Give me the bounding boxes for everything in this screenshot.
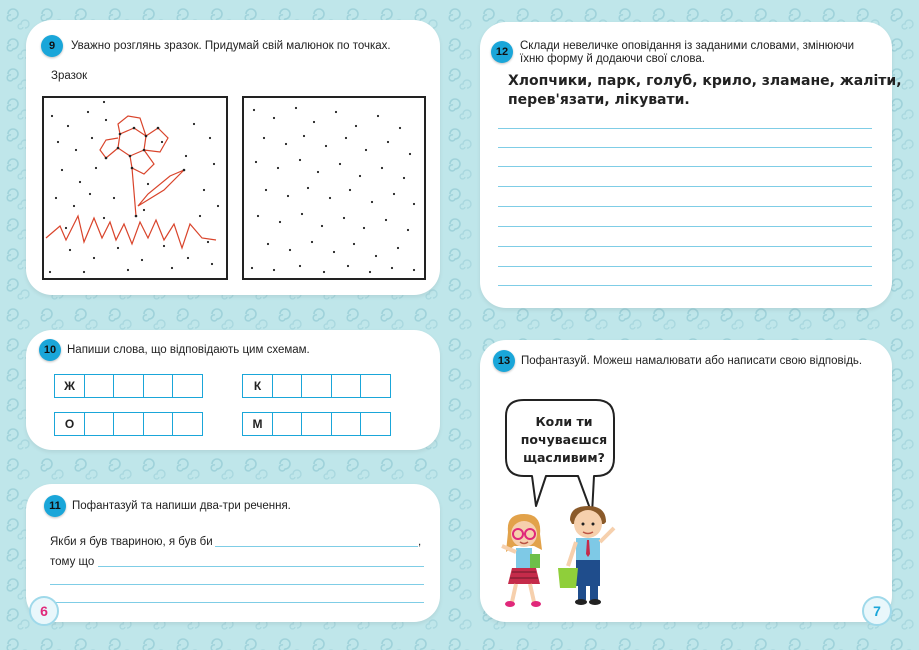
scheme-cell-empty[interactable] — [301, 374, 332, 398]
scheme-cell-empty[interactable] — [301, 412, 332, 436]
scheme-cell-empty[interactable] — [360, 412, 391, 436]
sample-flower-drawing — [44, 98, 226, 278]
page-number-left: 6 — [29, 596, 59, 626]
writing-line[interactable] — [498, 128, 872, 129]
task-11-comma: , — [418, 536, 422, 548]
task-9-number: 9 — [41, 35, 63, 57]
writing-line[interactable] — [498, 166, 872, 167]
task-13-instruction: Пофантазуй. Можеш намалювати або написати свою відповідь. — [521, 355, 863, 367]
scheme-cell-empty[interactable] — [143, 374, 174, 398]
writing-line[interactable] — [215, 546, 418, 547]
task-12-words-1: Хлопчики, парк, голуб, крило, зламане, жаліти, — [508, 73, 902, 89]
scheme-cell-first-letter: М — [242, 412, 273, 436]
task-10-instruction: Напиши слова, що відповідають цим схемам. — [67, 344, 310, 356]
scheme-cell-empty[interactable] — [143, 412, 174, 436]
bubble-line-3: щасливим? — [523, 450, 605, 465]
scheme-cell-empty[interactable] — [272, 412, 303, 436]
task-11-because: тому що — [50, 556, 95, 568]
task-11-instruction: Пофантазуй та напиши два-три речення. — [72, 500, 291, 512]
scheme-cell-empty[interactable] — [331, 412, 362, 436]
task-13-number: 13 — [493, 350, 515, 372]
dots-drawing-frame[interactable] — [242, 96, 426, 280]
scheme-cell-empty[interactable] — [84, 412, 115, 436]
bubble-line-2: почуваєшся — [520, 432, 608, 447]
scheme-cell-empty[interactable] — [84, 374, 115, 398]
word-scheme-2 — [242, 374, 390, 398]
word-scheme-4 — [242, 412, 390, 436]
scheme-cell-empty[interactable] — [272, 374, 303, 398]
writing-line[interactable] — [498, 206, 872, 207]
sample-drawing-frame — [42, 96, 228, 280]
sample-label: Зразок — [51, 70, 88, 82]
dots-grid — [244, 98, 424, 278]
task-12-words-2: перев'язати, лікувати. — [508, 92, 690, 108]
writing-line[interactable] — [498, 186, 872, 187]
task-12-number: 12 — [491, 41, 513, 63]
page-number-right: 7 — [862, 596, 892, 626]
word-scheme-1 — [54, 374, 202, 398]
task-12-instruction-1: Склади невеличке оповідання із заданими словами, змінюючи — [520, 40, 855, 52]
task-11-sentence-start: Якби я був твариною, я був би — [50, 536, 213, 548]
task-10-number: 10 — [39, 339, 61, 361]
task-11-number: 11 — [44, 495, 66, 517]
word-scheme-3 — [54, 412, 202, 436]
bubble-line-1: Коли ти — [535, 414, 593, 429]
task-9-instruction: Уважно розглянь зразок. Придумай свій малюнок по точках. — [71, 40, 391, 52]
boy-illustration — [556, 502, 626, 610]
scheme-cell-empty[interactable] — [360, 374, 391, 398]
writing-line[interactable] — [498, 246, 872, 247]
writing-line[interactable] — [498, 147, 872, 148]
scheme-cell-empty[interactable] — [113, 412, 144, 436]
writing-line[interactable] — [98, 566, 424, 567]
scheme-cell-first-letter: Ж — [54, 374, 85, 398]
task-12-instruction-2: їхню форму й додаючи свої слова. — [520, 53, 705, 65]
scheme-cell-empty[interactable] — [331, 374, 362, 398]
scheme-cell-first-letter: К — [242, 374, 273, 398]
scheme-cell-first-letter: О — [54, 412, 85, 436]
writing-line[interactable] — [498, 285, 872, 286]
writing-line[interactable] — [498, 266, 872, 267]
writing-line[interactable] — [50, 602, 424, 603]
girl-illustration — [494, 510, 556, 612]
scheme-cell-empty[interactable] — [172, 412, 203, 436]
writing-line[interactable] — [498, 226, 872, 227]
scheme-cell-empty[interactable] — [172, 374, 203, 398]
writing-line[interactable] — [50, 584, 424, 585]
scheme-cell-empty[interactable] — [113, 374, 144, 398]
